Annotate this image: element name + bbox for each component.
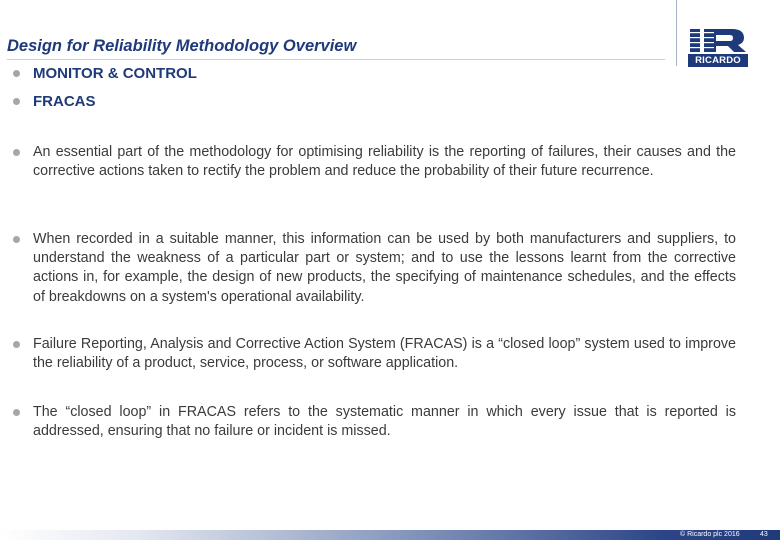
bullet-icon bbox=[13, 409, 20, 416]
header-vertical-divider bbox=[676, 0, 677, 66]
title-divider bbox=[7, 59, 665, 60]
bullet-icon bbox=[13, 70, 20, 77]
paragraph-closed-loop: The “closed loop” in FRACAS refers to the systematic manner in which every issue that is reported is addressed, ensuring that no failure or incident is missed. bbox=[33, 404, 736, 440]
paragraph-fracas-definition: Failure Reporting, Analysis and Corrective Action System (FRACAS) is a “closed loop” system used to improve the reliability of a product, service, process, or software application. bbox=[33, 336, 736, 372]
ricardo-logo bbox=[688, 29, 748, 67]
paragraph-recorded-information: When recorded in a suitable manner, this information can be used by both manufacturers and suppliers, to understand the weakness of a particular part or system; and to use the lessons learnt from the corrective actions in, for example, the design of new products, the specifying of maintenance schedules, and the effects of breakdowns on a system's operational availability. bbox=[33, 231, 736, 305]
logo-wordmark: RICARDO bbox=[688, 54, 748, 67]
footer-band bbox=[0, 530, 780, 540]
ricardo-logo-mark bbox=[688, 29, 748, 54]
heading-fracas: FRACAS bbox=[33, 93, 96, 110]
footer-page-number: 43 bbox=[760, 531, 768, 538]
heading-monitor-control: MONITOR & CONTROL bbox=[33, 65, 197, 82]
paragraph-reporting-failures: An essential part of the methodology for optimising reliability is the reporting of failures, their causes and the corrective actions taken to rectify the problem and reduce the probability of their future recurrence. bbox=[33, 144, 736, 180]
bullet-icon bbox=[13, 341, 20, 348]
footer-copyright: © Ricardo plc 2016 bbox=[680, 531, 740, 538]
slide-title: Design for Reliability Methodology Overview bbox=[7, 37, 357, 55]
bullet-icon bbox=[13, 149, 20, 156]
bullet-icon bbox=[13, 236, 20, 243]
bullet-icon bbox=[13, 98, 20, 105]
